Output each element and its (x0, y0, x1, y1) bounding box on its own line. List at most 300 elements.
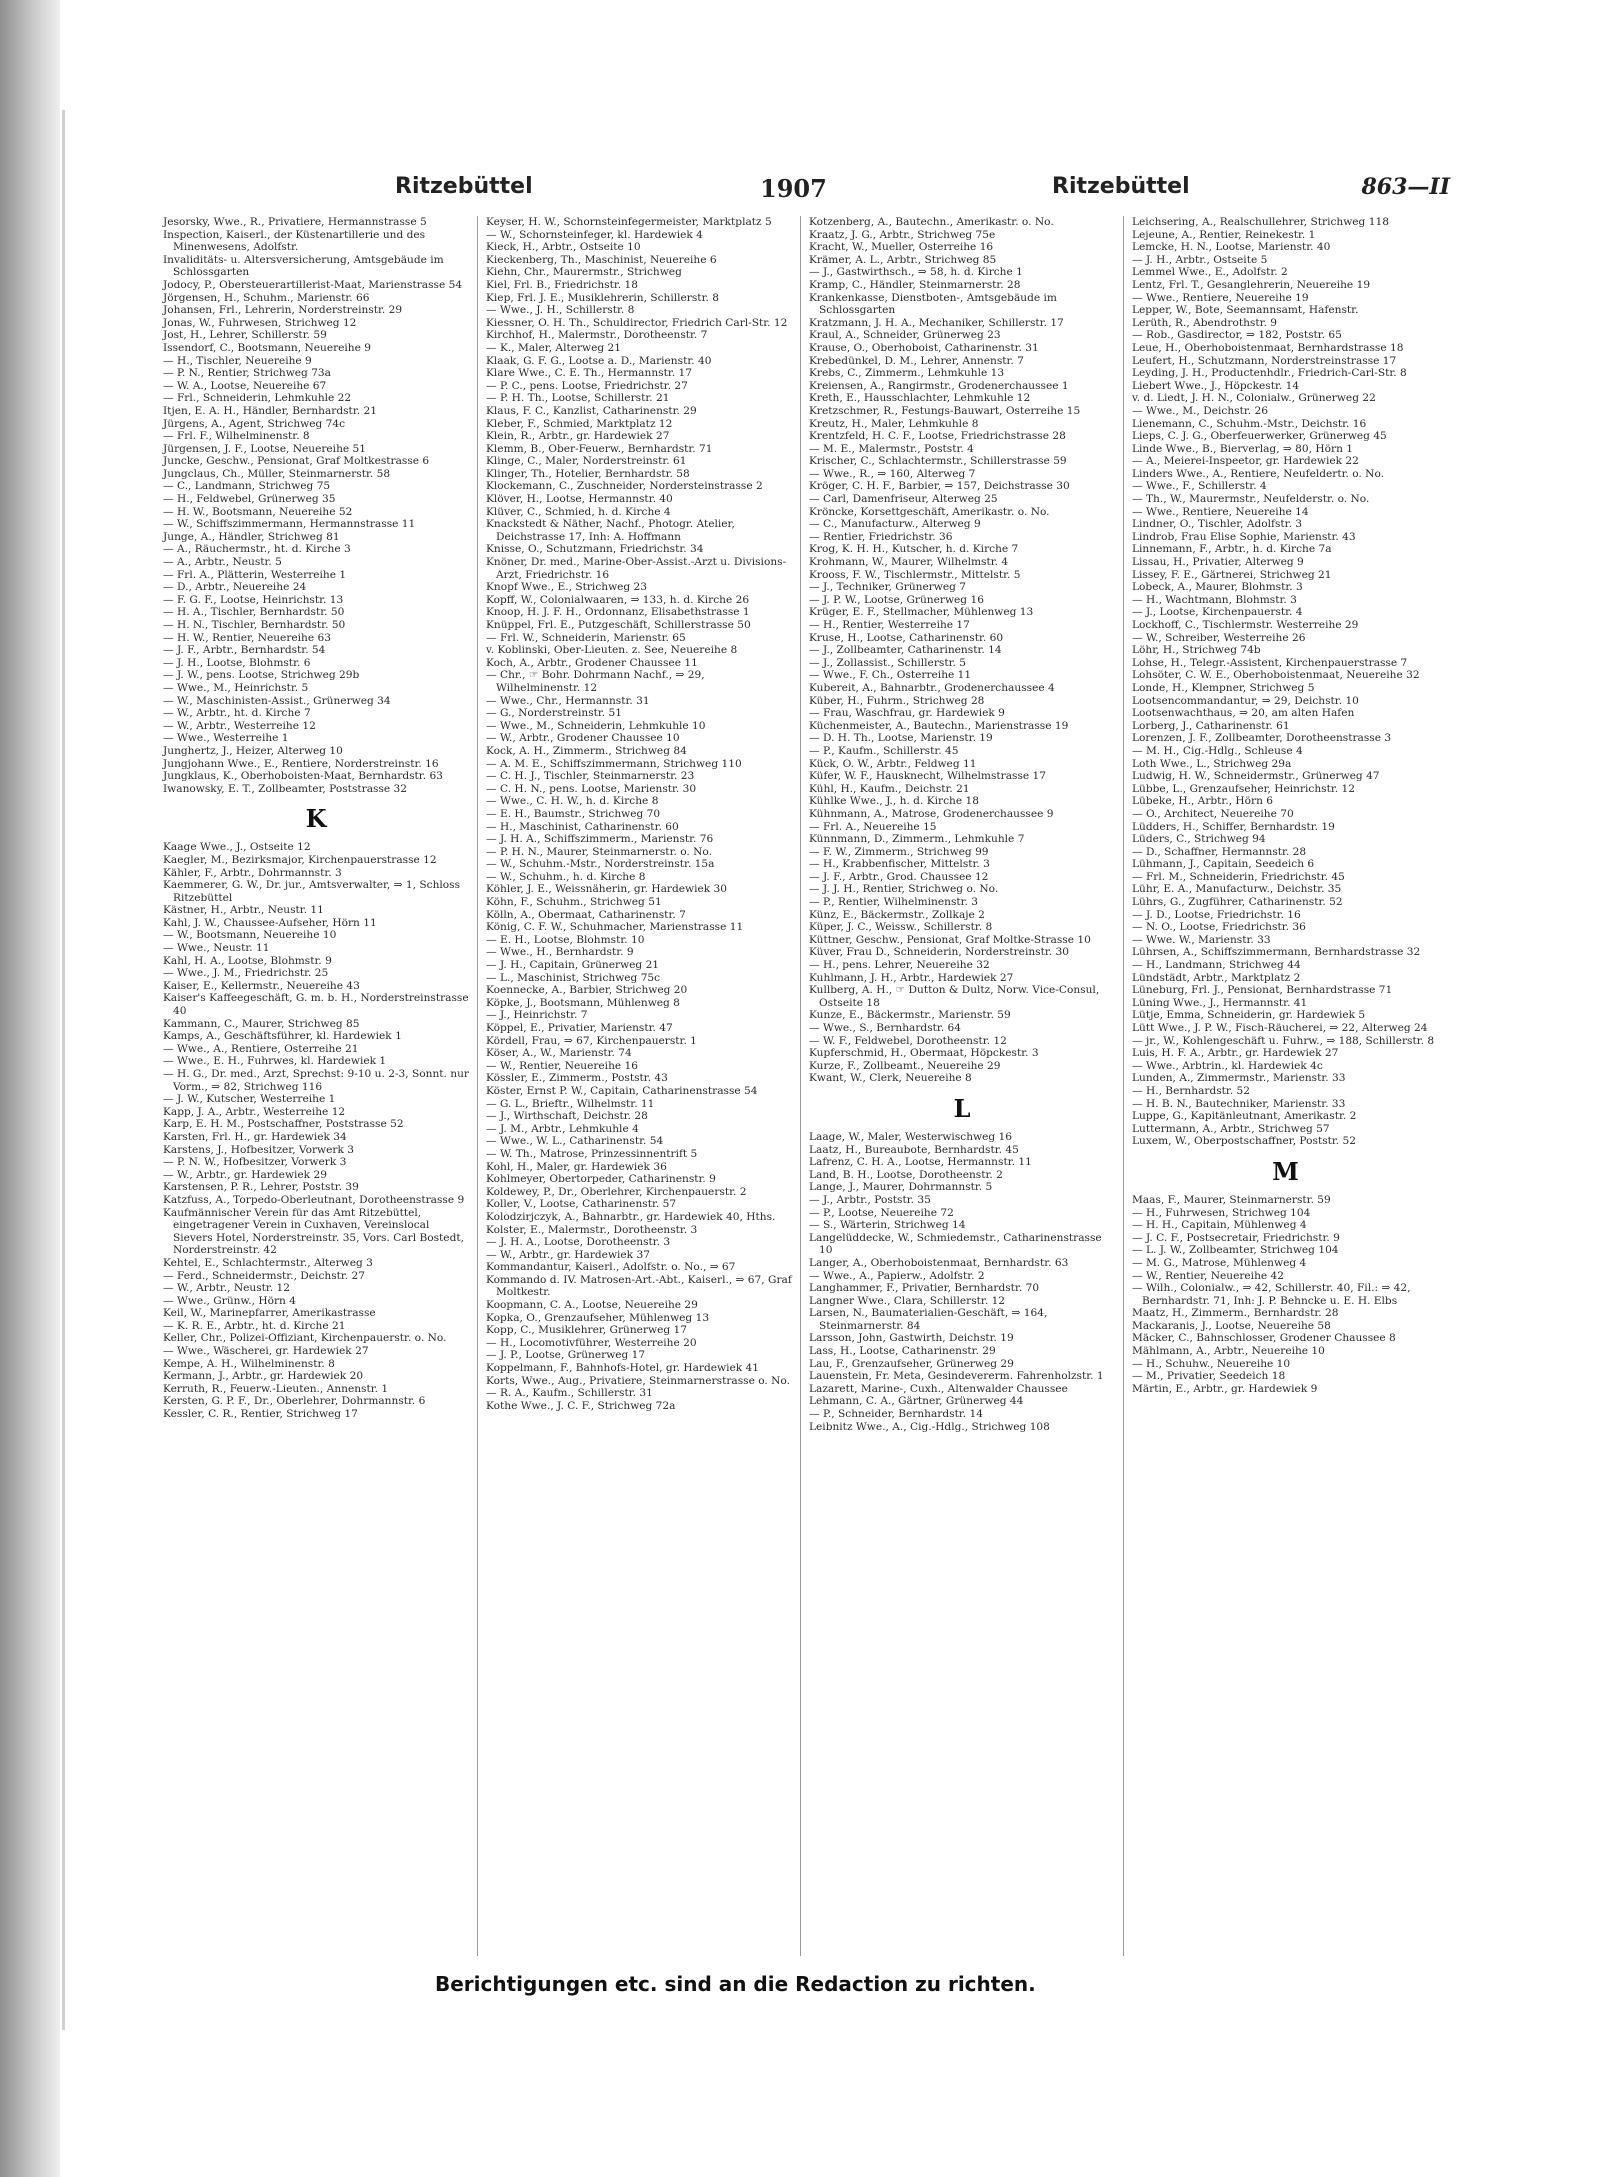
directory-entry: — P., Rentier, Wilhelminenstr. 3 (809, 896, 979, 909)
directory-entry: Lissau, H., Privatier, Alterweg 9 (1132, 556, 1304, 569)
column-1 (155, 216, 478, 1956)
directory-entry: Künnmann, D., Zimmerm., Lehmkuhle 7 (809, 833, 1025, 846)
directory-entry: Kermann, J., Arbtr., gr. Hardewiek 20 (163, 1370, 364, 1383)
directory-entry: — Wwe., Neustr. 11 (163, 942, 270, 955)
directory-entry: Kaiser's Kaffeegeschäft, G. m. b. H., Norderstreinstrasse 40 (163, 992, 469, 1018)
directory-entry: — C., Landmann, Strichweg 75 (163, 480, 331, 493)
directory-entry: — A., Räuchermstr., ht. d. Kirche 3 (163, 543, 351, 556)
directory-entry: Kiessner, O. H. Th., Schuldirector, Friedrich Carl-Str. 12 (486, 316, 788, 329)
directory-entry: Liebert Wwe., J., Höpckestr. 14 (1132, 379, 1300, 392)
directory-entry: Laage, W., Maler, Westerwischweg 16 (809, 1130, 1012, 1143)
directory-entry: Koennecke, A., Barbier, Strichweg 20 (486, 984, 688, 997)
directory-entry: Lobeck, A., Maurer, Blohmstr. 3 (1132, 581, 1303, 594)
section-letter: L (953, 1093, 971, 1123)
directory-entry: Lüders, C., Strichweg 94 (1132, 833, 1266, 846)
directory-entry: Kehtel, E., Schlachtermstr., Alterweg 3 (163, 1256, 373, 1269)
directory-entry: — J. H. A., Schiffszimmerm., Marienstr. 76 (486, 833, 714, 846)
directory-entry: — Wilh., Colonialw., ⇒ 42, Schillerstr. 40, Fil.: ⇒ 42, Bernhardstr. 71, Inh: J. P. Behncke u. E. H. Elbs (1132, 1282, 1411, 1307)
directory-entry: Luxem, W., Oberpostschaffner, Poststr. 52 (1132, 1135, 1357, 1148)
directory-entry: — Wwe. W., Marienstr. 33 (1132, 933, 1271, 946)
directory-entry: Katzfuss, A., Torpedo-Oberleutnant, Dorotheenstrasse 9 (163, 1193, 465, 1206)
directory-entry: — L., Maschinist, Strichweg 75c (486, 971, 661, 984)
directory-entry: Lemcke, H. N., Lootse, Marienstr. 40 (1132, 241, 1331, 254)
directory-entry: — Wwe., F., Schillerstr. 4 (1132, 480, 1267, 493)
directory-entry: Maas, F., Maurer, Steinmarnerstr. 59 (1132, 1193, 1331, 1206)
page-number: 863—II (1361, 174, 1450, 200)
directory-entry: Kopff, W., Colonialwaaren, ⇒ 133, h. d. Kirche 26 (486, 593, 750, 606)
directory-entry: Lührsen, A., Schiffszimmermann, Bernhardstrasse 32 (1132, 946, 1421, 959)
directory-entry: Lass, H., Lootse, Catharinenstr. 29 (809, 1345, 996, 1358)
directory-entry: — J. M., Arbtr., Lehmkuhle 4 (486, 1122, 639, 1135)
directory-entry: Küttner, Geschw., Pensionat, Graf Moltke-Strasse 10 (809, 933, 1091, 946)
directory-entry: — Wwe., J. H., Schillerstr. 8 (486, 304, 635, 317)
directory-entry: Lüneburg, Frl. J., Pensionat, Bernhardstrasse 71 (1132, 984, 1393, 997)
directory-entry: — W., Schuhm.-Mstr., Norderstreinstr. 15a (486, 858, 715, 871)
directory-entry: Klein, R., Arbtr., gr. Hardewiek 27 (486, 430, 670, 443)
directory-entry: — P. C., pens. Lootse, Friedrichstr. 27 (486, 379, 688, 392)
directory-entry: — J. W., pens. Lootse, Strichweg 29b (163, 669, 360, 682)
directory-entry: — Wwe., Rentiere, Neuereihe 14 (1132, 505, 1309, 518)
directory-entry: — W. Th., Matrose, Prinzessinnentrift 5 (486, 1147, 698, 1160)
directory-entry: — C. H. J., Tischler, Steinmarnerstr. 23 (486, 770, 695, 783)
directory-entry: — Frl. A., Neuereihe 15 (809, 820, 937, 833)
directory-entry: — F. W., Zimmerm., Strichweg 99 (809, 845, 989, 858)
directory-entry: — H., Landmann, Strichweg 44 (1132, 959, 1301, 972)
directory-entry: Langner Wwe., Clara, Schillerstr. 12 (809, 1294, 1006, 1307)
directory-entry: — P. H. N., Maurer, Steinmarnerstr. o. No. (486, 845, 712, 858)
directory-entry: Kiep, Frl. J. E., Musiklehrerin, Schillerstr. 8 (486, 291, 719, 304)
directory-entry: Jesorsky, Wwe., R., Privatiere, Hermannstrasse 5 (163, 216, 427, 228)
directory-entry: Kunze, E., Bäckermstr., Marienstr. 59 (809, 1009, 1011, 1022)
directory-entry: — J., Techniker, Grünerweg 7 (809, 581, 967, 594)
gutter-shadow (62, 110, 65, 2030)
directory-entry: Krebs, C., Zimmerm., Lehmkuhle 13 (809, 367, 1005, 380)
directory-entry: Lentz, Frl. T., Gesanglehrerin, Neuereihe 19 (1132, 278, 1371, 291)
directory-entry: — P., Lootse, Neuereihe 72 (809, 1206, 954, 1219)
directory-entry: — J. H., Arbtr., Ostseite 5 (1132, 253, 1268, 266)
directory-entry: Kaufmännischer Verein für das Amt Ritzebüttel, eingetragener Verein in Cuxhaven, Vereinslocal Sievers Hotel, Norderstreinstr. 35, Vors. Carl Bostedt, Norderstreinstr. 42 (163, 1206, 464, 1257)
header-place-left: Ritzebüttel (395, 174, 533, 199)
directory-entry: Kördell, Frau, ⇒ 67, Kirchenpauerstr. 1 (486, 1034, 697, 1047)
directory-entry: Kieck, H., Arbtr., Ostseite 10 (486, 241, 641, 254)
directory-entry: — L. J. W., Zollbeamter, Strichweg 104 (1132, 1244, 1339, 1257)
directory-entry: Mählmann, A., Arbtr., Neuereihe 10 (1132, 1345, 1325, 1358)
directory-entry: — R. A., Kaufm., Schillerstr. 31 (486, 1387, 653, 1400)
header-year: 1907 (760, 174, 827, 203)
directory-entry: — J., Heinrichstr. 7 (486, 1009, 588, 1022)
directory-entry: — G., Norderstreinstr. 51 (486, 707, 623, 720)
directory-entry: — W., Arbtr., gr. Hardewiek 29 (163, 1168, 327, 1181)
directory-entry: Leichsering, A., Realschullehrer, Strichweg 118 (1132, 216, 1389, 228)
directory-entry: Knoop, H. J. F. H., Ordonnanz, Elisabethstrasse 1 (486, 606, 750, 619)
directory-entry: Köser, A., W., Marienstr. 74 (486, 1047, 632, 1060)
directory-entry: Leibnitz Wwe., A., Cig.-Hdlg., Strichweg 108 (809, 1420, 1050, 1433)
directory-entry: — W., Rentier, Neuereihe 16 (486, 1059, 639, 1072)
directory-entry: Kerruth, R., Feuerw.-Lieuten., Annenstr. 1 (163, 1382, 389, 1395)
directory-entry: Lissey, F. E., Gärtnerei, Strichweg 21 (1132, 568, 1332, 581)
directory-entry: Karp, E. H. M., Postschaffner, Poststrasse 52 (163, 1118, 404, 1131)
directory-entry: — Frl. M., Schneiderin, Friedrichstr. 45 (1132, 870, 1345, 883)
directory-entry: Klemm, B., Ober-Feuerw., Bernhardstr. 71 (486, 442, 713, 455)
directory-entry: Kurze, F., Zollbeamt., Neuereihe 29 (809, 1059, 1001, 1072)
directory-entry: Jungclaus, Ch., Müller, Steinmarnerstr. 58 (163, 467, 391, 480)
directory-entry: Kwant, W., Clerk, Neuereihe 8 (809, 1072, 972, 1085)
directory-entry: Lazarett, Marine-, Cuxh., Altenwalder Chaussee (809, 1382, 1068, 1395)
directory-entry: Lafrenz, C. H. A., Lootse, Hermannstr. 11 (809, 1156, 1032, 1169)
directory-entry: — H. A., Tischler, Bernhardstr. 50 (163, 606, 345, 619)
directory-entry: — C. H. N., pens. Lootse, Marienstr. 30 (486, 782, 697, 795)
directory-entry: — W., Arbtr., Grodener Chaussee 10 (486, 732, 680, 745)
directory-entry: Jörgensen, H., Schuhm., Marienstr. 66 (163, 291, 370, 304)
directory-entry: Kaemmerer, G. W., Dr. jur., Amtsverwalter, ⇒ 1, Schloss Ritzebüttel (163, 879, 461, 904)
directory-entry: Kirchhof, H., Malermstr., Dorotheenstr. 7 (486, 329, 708, 342)
directory-entry: — J. F., Arbtr., Grod. Chaussee 12 (809, 870, 989, 883)
directory-entry: Küper, J. C., Weissw., Schillerstr. 8 (809, 921, 993, 934)
directory-entry: — H., Krabbenfischer, Mittelstr. 3 (809, 858, 990, 871)
directory-entry: — Wwe., Arbtrin., kl. Hardewiek 4c (1132, 1059, 1323, 1072)
directory-entry: Küber, H., Fuhrm., Strichweg 28 (809, 694, 985, 707)
directory-entry: Koller, V., Lootse, Catharinenstr. 57 (486, 1198, 677, 1211)
directory-entry: Klockemann, C., Zuschneider, Nordersteinstrasse 2 (486, 480, 763, 493)
directory-entry: — Wwe., W. L., Catharinenstr. 54 (486, 1135, 664, 1148)
directory-entry: Kaegler, M., Bezirksmajor, Kirchenpauerstrasse 12 (163, 853, 437, 866)
directory-entry: Lührs, G., Zugführer, Catharinenstr. 52 (1132, 896, 1343, 909)
directory-entry: Kramp, C., Händler, Steinmarnerstr. 28 (809, 278, 1021, 291)
directory-entry: Kratzmann, J. H. A., Mechaniker, Schillerstr. 17 (809, 316, 1064, 329)
directory-entry: — Frl., Schneiderin, Lehmkuhle 22 (163, 392, 352, 405)
directory-entry: — H., pens. Lehrer, Neuereihe 32 (809, 959, 990, 972)
directory-entry: — W., Rentier, Neuereihe 42 (1132, 1269, 1285, 1282)
directory-entry: Koch, A., Arbtr., Grodener Chaussee 11 (486, 656, 698, 669)
directory-entry: Lange, J., Maurer, Dohrmannstr. 5 (809, 1181, 993, 1194)
directory-entry: — W., Schiffszimmermann, Hermannstrasse 11 (163, 518, 416, 531)
directory-entry: — J., Zollbeamter, Catharinenstr. 14 (809, 644, 1002, 657)
directory-entry: Lühmann, J., Capitain, Seedeich 6 (1132, 858, 1315, 871)
directory-entry: Linde Wwe., B., Bierverlag, ⇒ 80, Hörn 1 (1132, 442, 1353, 455)
directory-entry: Mäcker, C., Bahnschlosser, Grodener Chaussee 8 (1132, 1332, 1396, 1345)
directory-entry: Londe, H., Klempner, Strichweg 5 (1132, 681, 1315, 694)
directory-entry: — H. W., Rentier, Neuereihe 63 (163, 631, 331, 644)
directory-entry: Kruse, H., Lootse, Catharinenstr. 60 (809, 631, 1004, 644)
directory-entry: Lüning Wwe., J., Hermannstr. 41 (1132, 996, 1308, 1009)
directory-entry: Kraatz, J. G., Arbtr., Strichweg 75e (809, 228, 996, 241)
directory-entry: — W., Maschinisten-Assist., Grünerweg 34 (163, 694, 391, 707)
directory-entry: Jonas, W., Fuhrwesen, Strichweg 12 (163, 316, 357, 329)
directory-entry: — Wwe., M., Heinrichstr. 5 (163, 681, 309, 694)
directory-entry: Kössler, E., Zimmerm., Poststr. 43 (486, 1072, 668, 1085)
directory-entry: — Wwe., A., Rentiere, Osterreihe 21 (163, 1042, 359, 1055)
directory-entry: Langer, A., Oberhoboistenmaat, Bernhardstr. 63 (809, 1256, 1069, 1269)
directory-entry: Kühnmann, A., Matrose, Grodenerchaussee 9 (809, 807, 1054, 820)
directory-entry: Laatz, H., Bureaubote, Bernhardstr. 45 (809, 1143, 1019, 1156)
directory-entry: Kolodzirjczyk, A., Bahnarbtr., gr. Hardewiek 40, Hths. (486, 1210, 776, 1223)
directory-entry: Lockhoff, C., Tischlermstr. Westerreihe 29 (1132, 619, 1359, 631)
directory-entry: Issendorf, C., Bootsmann, Neuereihe 9 (163, 341, 372, 354)
directory-entry: Junghertz, J., Heizer, Alterweg 10 (163, 744, 343, 757)
directory-entry: Knopf Wwe., E., Strichweg 23 (486, 581, 648, 594)
directory-entry: Krause, O., Oberhoboist, Catharinenstr. 31 (809, 341, 1039, 354)
directory-entry: — D. H. Th., Lootse, Marienstr. 19 (809, 732, 993, 745)
directory-entry: Köpke, J., Bootsmann, Mühlenweg 8 (486, 996, 680, 1009)
directory-entry: Kiel, Frl. B., Friedrichstr. 18 (486, 278, 638, 291)
column-2 (478, 216, 801, 1956)
directory-entry: — Wwe., C. H. W., h. d. Kirche 8 (486, 795, 659, 808)
directory-entry: — Wwe., Chr., Hermannstr. 31 (486, 694, 650, 707)
directory-entry: Klaak, G. F. G., Lootse a. D., Marienstr. 40 (486, 354, 712, 367)
directory-entry: — H., Tischler, Neuereihe 9 (163, 354, 312, 367)
directory-entry: — P. N. W., Hofbesitzer, Vorwerk 3 (163, 1156, 347, 1169)
directory-entry: — D., Schaffner, Hermannstr. 28 (1132, 845, 1307, 858)
directory-entry: — H., Rentier, Westerreihe 17 (809, 619, 970, 631)
column-3 (801, 216, 1124, 1956)
directory-entry: Jürgens, A., Agent, Strichweg 74c (163, 417, 346, 430)
directory-entry: Kommandantur, Kaiserl., Adolfstr. o. No., ⇒ 67 (486, 1261, 736, 1274)
directory-entry: Küchenmeister, A., Bautechn., Marienstrasse 19 (809, 719, 1069, 732)
directory-entry: Krentzfeld, H. C. F., Lootse, Friedrichstrasse 28 (809, 430, 1066, 443)
directory-entry: — Frl. F., Wilhelminenstr. 8 (163, 430, 310, 443)
directory-entry: Krämer, A. L., Arbtr., Strichweg 85 (809, 253, 997, 266)
directory-entry: — A., Arbtr., Neustr. 5 (163, 556, 282, 569)
directory-entry: Kreutz, H., Maler, Lehmkuhle 8 (809, 417, 979, 430)
directory-entry: Kempe, A. H., Wilhelminenstr. 8 (163, 1357, 335, 1370)
directory-entry: — Rob., Gasdirector, ⇒ 182, Poststr. 65 (1132, 329, 1342, 342)
directory-entry: — J., Arbtr., Poststr. 35 (809, 1193, 931, 1206)
directory-entry: Kühl, H., Kaufm., Deichstr. 21 (809, 782, 970, 795)
directory-entry: Lohsöter, C. W. E., Oberhoboistenmaat, Neuereihe 32 (1132, 669, 1420, 682)
directory-entry: Kretzschmer, R., Festungs-Bauwart, Osterreihe 15 (809, 404, 1081, 417)
directory-entry: — M. G., Matrose, Mühlenweg 4 (1132, 1256, 1307, 1269)
directory-entry: Krebedünkel, D. M., Lehrer, Annenstr. 7 (809, 354, 1024, 367)
directory-entry: Land, B. H., Lootse, Dorotheenstr. 2 (809, 1168, 1003, 1181)
directory-entry: — Th., W., Maurermstr., Neufelderstr. o. No. (1132, 493, 1370, 506)
directory-entry: Luttermann, A., Arbtr., Strichweg 57 (1132, 1122, 1330, 1135)
directory-entry: — H., Fuhrwesen, Strichweg 104 (1132, 1206, 1311, 1219)
directory-entry: Klinger, Th., Hotelier, Bernhardstr. 58 (486, 467, 690, 480)
directory-entry: Kubereit, A., Bahnarbtr., Grodenerchaussee 4 (809, 681, 1055, 694)
directory-entry: — J. J. H., Rentier, Strichweg o. No. (809, 883, 999, 896)
directory-entry: — W., Bootsmann, Neuereihe 10 (163, 929, 337, 942)
directory-entry: — H. N., Tischler, Bernhardstr. 50 (163, 619, 346, 631)
directory-entry: Kohl, H., Maler, gr. Hardewiek 36 (486, 1160, 667, 1173)
directory-entry: Klinge, C., Maler, Norderstreinstr. 61 (486, 455, 687, 468)
directory-entry: Kessler, C. R., Rentier, Strichweg 17 (163, 1408, 358, 1421)
directory-entry: Krohmann, W., Maurer, Wilhelmstr. 4 (809, 556, 1009, 569)
directory-entry: — J., Zollassist., Schillerstr. 5 (809, 656, 966, 669)
directory-entry: — Wwe., S., Bernhardstr. 64 (809, 1022, 962, 1034)
directory-entry: — W., Arbtr., Neustr. 12 (163, 1282, 291, 1295)
directory-entry: — W. A., Lootse, Neuereihe 67 (163, 379, 327, 392)
directory-entry: Langhammer, F., Privatier, Bernhardstr. 70 (809, 1282, 1040, 1295)
directory-entry: Lüdders, H., Schiffer, Bernhardstr. 19 (1132, 820, 1335, 833)
directory-entry: Klare Wwe., C. E. Th., Hermannstr. 17 (486, 367, 692, 380)
directory-entry: — P., Kaufm., Schillerstr. 45 (809, 744, 959, 757)
directory-entry: v. Koblinski, Ober-Lieuten. z. See, Neuereihe 8 (486, 644, 738, 657)
directory-entry: Köster, Ernst P. W., Capitain, Catharinenstrasse 54 (486, 1084, 758, 1097)
directory-entry: Kahl, J. W., Chaussee-Aufseher, Hörn 11 (163, 916, 377, 929)
section-letter: M (1272, 1156, 1299, 1186)
directory-entry: Karstens, J., Hofbesitzer, Vorwerk 3 (163, 1143, 354, 1156)
directory-entry: — Wwe., F. Ch., Osterreihe 11 (809, 669, 972, 682)
directory-entry: Lündstädt, Arbtr., Marktplatz 2 (1132, 971, 1301, 984)
directory-entry: — Wwe., Westerreihe 1 (163, 732, 289, 745)
directory-entry: v. d. Liedt, J. H. N., Colonialw., Grünerweg 22 (1132, 392, 1376, 405)
directory-entry: — J. D., Lootse, Friedrichstr. 16 (1132, 908, 1301, 921)
directory-entry: — J. C. F., Postsecretair, Friedrichstr. 9 (1132, 1231, 1340, 1244)
directory-entry: — W. F., Feldwebel, Dorotheenstr. 12 (809, 1034, 1007, 1047)
directory-entry: — G. L., Brieftr., Wilhelmstr. 11 (486, 1097, 655, 1110)
directory-entry: Kreiensen, A., Rangirmstr., Grodenerchaussee 1 (809, 379, 1069, 392)
directory-entry: Krüger, E. F., Stellmacher, Mühlenweg 13 (809, 606, 1034, 619)
directory-entry: Löhr, H., Strichweg 74b (1132, 644, 1261, 657)
directory-entry: Köhler, J. E., Weissnäherin, gr. Hardewiek 30 (486, 883, 727, 896)
directory-entry: Lootsencommandantur, ⇒ 29, Deichstr. 10 (1132, 694, 1359, 707)
directory-entry: — Chr., ☞ Bohr. Dohrmann Nachf., ⇒ 29, Wilhelminenstr. 12 (486, 669, 705, 694)
directory-entry: Küfer, W. F., Hausknecht, Wilhelmstrasse 17 (809, 770, 1047, 783)
directory-entry: Jost, H., Lehrer, Schillerstr. 59 (163, 329, 327, 342)
directory-entry: Lauenstein, Fr. Meta, Gesindevererm. Fahrenholzstr. 1 (809, 1370, 1104, 1383)
directory-entry: Knackstedt & Näther, Nachf., Photogr. Atelier, Deichstrasse 17, Inh: A. Hoffmann (486, 518, 735, 543)
directory-entry: — J. P., Lootse, Grünerweg 17 (486, 1349, 646, 1362)
directory-entry: König, C. F. W., Schuhmacher, Marienstrasse 11 (486, 921, 744, 934)
directory-entry: — A., Meierei-Inspeetor, gr. Hardewiek 22 (1132, 455, 1359, 468)
directory-entry: Mackaranis, J., Lootse, Neuereihe 58 (1132, 1319, 1331, 1332)
directory-entry: — M., Privatier, Seedeich 18 (1132, 1370, 1286, 1383)
directory-entry: Lütt Wwe., J. P. W., Fisch-Räucherei, ⇒ 22, Alterweg 24 (1132, 1022, 1428, 1034)
directory-entry: — Frl. A., Plätterin, Westerreihe 1 (163, 568, 347, 581)
directory-entry: Karsten, Frl. H., gr. Hardewiek 34 (163, 1130, 347, 1143)
directory-entry: — H. H., Capitain, Mühlenweg 4 (1132, 1219, 1307, 1232)
directory-entry: Ludwig, H. W., Schneidermstr., Grünerweg 47 (1132, 770, 1380, 783)
directory-entry: — D., Arbtr., Neuereihe 24 (163, 581, 307, 594)
directory-entry: Korts, Wwe., Aug., Privatiere, Steinmarnerstrasse o. No. (486, 1374, 790, 1387)
directory-entry: Kolster, E., Malermstr., Dorotheenstr. 3 (486, 1223, 698, 1236)
directory-entry: Leyding, J. H., Productenhdlr., Friedrich-Carl-Str. 8 (1132, 367, 1407, 380)
directory-entry: Kröncke, Korsettgeschäft, Amerikastr. o. No. (809, 505, 1050, 518)
directory-entry: Kahl, H. A., Lootse, Blohmstr. 9 (163, 954, 332, 967)
directory-entry: Lübeke, H., Arbtr., Hörn 6 (1132, 795, 1274, 808)
directory-entry: Larsson, John, Gastwirth, Deichstr. 19 (809, 1332, 1014, 1345)
directory-entry: — J. W., Kutscher, Westerreihe 1 (163, 1093, 336, 1106)
directory-entry: — Wwe., Wäscherei, gr. Hardewiek 27 (163, 1345, 369, 1358)
directory-entry: Jungklaus, K., Oberhoboisten-Maat, Bernhardstr. 63 (163, 770, 443, 783)
directory-entry: — W., Arbtr., Westerreihe 12 (163, 719, 316, 732)
directory-entry: — W., Schuhm., h. d. Kirche 8 (486, 870, 646, 883)
directory-entry: — Wwe., Rentiere, Neuereihe 19 (1132, 291, 1309, 304)
directory-entry: Leufert, H., Schutzmann, Norderstreinstrasse 17 (1132, 354, 1397, 367)
directory-entry: Kölln, A., Obermaat, Catharinenstr. 7 (486, 908, 686, 921)
directory-entry: — H., Maschinist, Catharinenstr. 60 (486, 820, 679, 833)
directory-entry: Kopp, C., Musiklehrer, Grünerweg 17 (486, 1324, 687, 1337)
directory-entry: Lau, F., Grenzaufseher, Grünerweg 29 (809, 1357, 1014, 1370)
directory-entry: — H., Schuhw., Neuereihe 10 (1132, 1357, 1291, 1370)
directory-entry: Kreth, E., Hausschlachter, Lehmkuhle 12 (809, 392, 1031, 405)
directory-entry: — H., Locomotivführer, Westerreihe 20 (486, 1336, 697, 1349)
directory-entry: — P. N., Rentier, Strichweg 73a (163, 367, 331, 380)
directory-entry: Itjen, E. A. H., Händler, Bernhardstr. 21 (163, 404, 377, 417)
directory-entry: Lienemann, C., Schuhm.-Mstr., Deichstr. 16 (1132, 417, 1367, 430)
directory-entry: Maatz, H., Zimmerm., Bernhardstr. 28 (1132, 1307, 1339, 1320)
directory-entry: Iwanowsky, E. T., Zollbeamter, Poststrasse 32 (163, 782, 408, 795)
directory-entry: Keyser, H. W., Schornsteinfegermeister, Marktplatz 5 (486, 216, 772, 228)
directory-entry: Klöver, H., Lootse, Hermannstr. 40 (486, 493, 673, 506)
directory-entry: Klüver, C., Schmied, h. d. Kirche 4 (486, 505, 671, 518)
directory-entry: Lindrob, Frau Elise Sophie, Marienstr. 43 (1132, 530, 1356, 543)
directory-entry: — J. F., Arbtr., Bernhardstr. 54 (163, 644, 326, 657)
directory-entry: — S., Wärterin, Strichweg 14 (809, 1219, 966, 1232)
directory-entry: Kähler, F., Arbtr., Dohrmannstr. 3 (163, 866, 342, 879)
directory-entry: Kammann, C., Maurer, Strichweg 85 (163, 1017, 360, 1030)
directory-entry: Knisse, O., Schutzmann, Friedrichstr. 34 (486, 543, 704, 556)
directory-entry: Lorenzen, J. F., Zollbeamter, Dorotheenstrasse 3 (1132, 732, 1392, 745)
directory-entry: Karstensen, P. R., Lehrer, Poststr. 39 (163, 1181, 359, 1194)
directory-entry: Künz, E., Bäckermstr., Zollkaje 2 (809, 908, 985, 921)
directory-entry: Kästner, H., Arbtr., Neustr. 11 (163, 904, 324, 917)
directory-entry: Loth Wwe., L., Strichweg 29a (1132, 757, 1292, 770)
directory-entry: — M. H., Cig.-Hdlg., Schleuse 4 (1132, 744, 1303, 757)
directory-entry: Kullberg, A. H., ☞ Dutton & Dultz, Norw. Vice-Consul, Ostseite 18 (809, 984, 1100, 1009)
directory-entry: Lehmann, C. A., Gärtner, Grünerweg 44 (809, 1395, 1024, 1408)
directory-entry: — Wwe., M., Schneiderin, Lehmkuhle 10 (486, 719, 706, 732)
directory-entry: Jodocy, P., Obersteuerartillerist-Maat, Marienstrasse 54 (163, 278, 463, 291)
directory-entry: Koopmann, C. A., Lootse, Neuereihe 29 (486, 1299, 698, 1312)
directory-entry: Invaliditäts- u. Altersversicherung, Amtsgebäude im Schlossgarten (163, 253, 444, 279)
directory-entry: Keller, Chr., Polizei-Offiziant, Kirchenpauerstr. o. No. (163, 1332, 447, 1345)
directory-entry: Luppe, G., Kapitänleutnant, Amerikastr. 2 (1132, 1110, 1357, 1123)
directory-entry: — Frau, Waschfrau, gr. Hardewiek 9 (809, 707, 1005, 720)
directory-entry: — Wwe., J. M., Friedrichstr. 25 (163, 967, 329, 980)
directory-entry: — F. G. F., Lootse, Heinrichstr. 13 (163, 593, 344, 606)
directory-entry: Keil, W., Marinepfarrer, Amerikastrasse (163, 1307, 376, 1320)
directory-entry: Kieckenberg, Th., Maschinist, Neuereihe 6 (486, 253, 717, 266)
directory-entry: — J. H., Capitain, Grünerweg 21 (486, 959, 660, 972)
directory-entry: — H. W., Bootsmann, Neuereihe 52 (163, 505, 353, 518)
directory-entry: — Wwe., M., Deichstr. 26 (1132, 404, 1268, 417)
directory-entry: — jr., W., Kohlengeschäft u. Fuhrw., ⇒ 188, Schillerstr. 8 (1132, 1034, 1435, 1047)
directory-entry: — Wwe., R., ⇒ 160, Alterweg 7 (809, 467, 976, 480)
directory-entry: — Wwe., H., Bernhardstr. 9 (486, 946, 634, 959)
directory-entry: Juncke, Geschw., Pensionat, Graf Moltkestrasse 6 (163, 455, 430, 468)
directory-entry: Lieps, C. J. G., Oberfeuerwerker, Grünerweg 45 (1132, 430, 1387, 443)
directory-entry: — W., Arbtr., gr. Hardewiek 37 (486, 1248, 650, 1261)
directory-entry: Lunden, A., Zimmermstr., Marienstr. 33 (1132, 1072, 1346, 1085)
directory-entry: Kuhlmann, J. H., Arbtr., Hardewiek 27 (809, 971, 1014, 984)
directory-entry: Knüppel, Frl. E., Putzgeschäft, Schillerstrasse 50 (486, 619, 751, 631)
directory-entry: Kröger, C. H. F., Barbier, ⇒ 157, Deichstrasse 30 (809, 480, 1070, 493)
directory-entry: — K., Maler, Alterweg 21 (486, 341, 622, 354)
page-header (155, 168, 1450, 210)
directory-entry: Kaiser, E., Kellermstr., Neuereihe 43 (163, 979, 360, 992)
directory-entry: — M. E., Malermstr., Poststr. 4 (809, 442, 974, 455)
directory-entry: Junge, A., Händler, Strichweg 81 (163, 530, 340, 543)
directory-entry: Kaage Wwe., J., Ostseite 12 (163, 841, 311, 854)
directory-entry: Kracht, W., Mueller, Osterreihe 16 (809, 241, 994, 254)
directory-entry: — H., Wachtmann, Blohmstr. 3 (1132, 593, 1297, 606)
directory-entry: — N. O., Lootse, Friedrichstr. 36 (1132, 921, 1306, 934)
directory-entry: — O., Architect, Neuereihe 70 (1132, 807, 1294, 820)
directory-entry: Lindner, O., Tischler, Adolfstr. 3 (1132, 518, 1303, 531)
directory-entry: — J., Lootse, Kirchenpauerstr. 4 (1132, 606, 1303, 619)
directory-entry: Lohse, H., Telegr.-Assistent, Kirchenpauerstrasse 7 (1132, 656, 1408, 669)
directory-page (155, 168, 1450, 2048)
directory-entry: — H., Bernhardstr. 52 (1132, 1084, 1251, 1097)
directory-entry: Lepper, W., Bote, Seemannsamt, Hafenstr. (1132, 304, 1359, 317)
directory-entry: Koldewey, P., Dr., Oberlehrer, Kirchenpauerstr. 2 (486, 1185, 747, 1198)
directory-entry: Kock, A. H., Zimmerm., Strichweg 84 (486, 744, 687, 757)
directory-entry: Jungjohann Wwe., E., Rentiere, Norderstreinstr. 16 (163, 757, 439, 770)
directory-entry: — E. H., Baumstr., Strichweg 70 (486, 807, 661, 820)
directory-entry: — W., Schornsteinfeger, kl. Hardewiek 4 (486, 228, 703, 241)
directory-entry: Kapp, J. A., Arbtr., Westerreihe 12 (163, 1105, 346, 1118)
